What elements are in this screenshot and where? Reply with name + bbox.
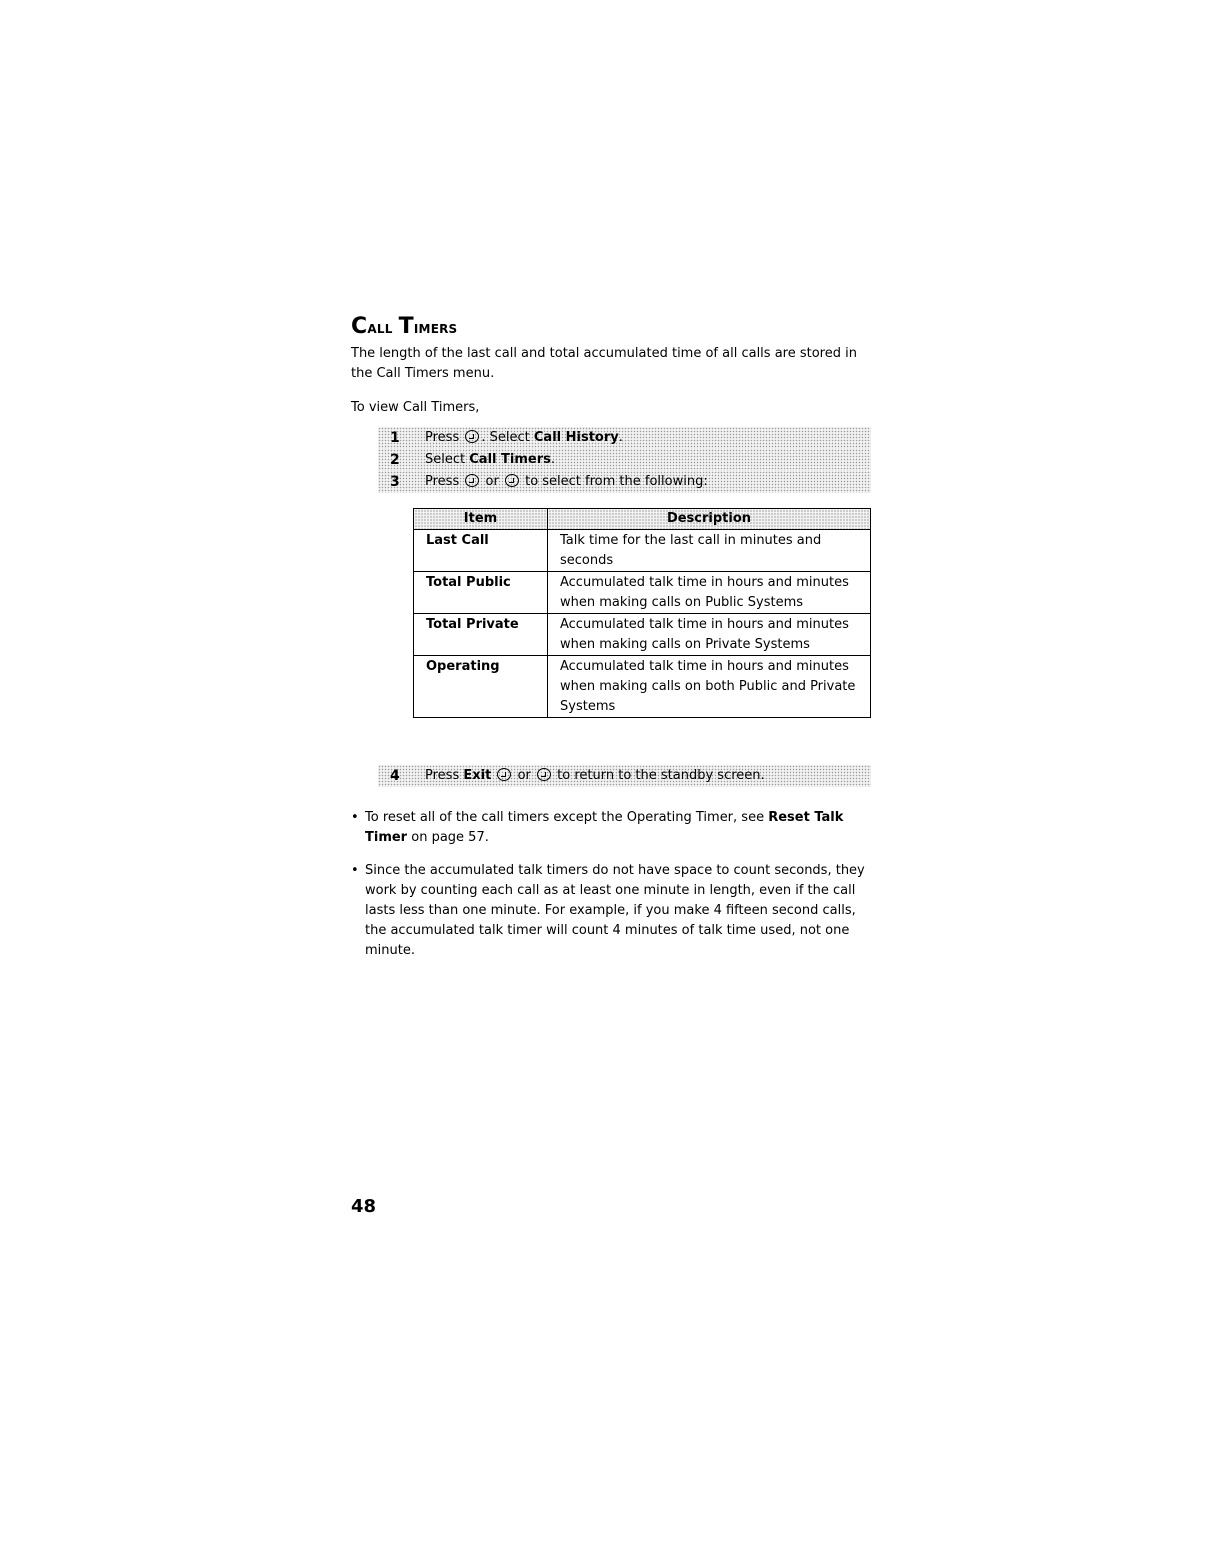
table-row: [414, 656, 871, 718]
call-timers-table: [413, 508, 871, 718]
step-number: 4: [390, 768, 400, 784]
step-text: Press . Select Call History.: [425, 430, 623, 445]
item-cell: Operating: [414, 656, 548, 718]
page-number: 48: [351, 1196, 377, 1217]
table-row: [414, 572, 871, 614]
exit-key-icon: [497, 768, 511, 781]
step-3: [378, 471, 871, 493]
step-text: Select Call Timers.: [425, 452, 555, 467]
description-cell: Accumulated talk time in hours and minutes when making calls on both Public and Private Systems: [548, 656, 871, 718]
table-header-row: [414, 509, 871, 530]
view-prompt: To view Call Timers,: [351, 400, 480, 415]
up-key-icon: [465, 474, 479, 487]
item-cell: Total Private: [414, 614, 548, 656]
step-4: [378, 765, 871, 787]
menu-key-icon: [465, 430, 479, 443]
header-description: Description: [548, 509, 871, 530]
item-cell: Last Call: [414, 530, 548, 572]
page-title: Call Timers: [351, 314, 458, 339]
step-number: 2: [390, 452, 400, 468]
item-cell: Total Public: [414, 572, 548, 614]
table-row: [414, 614, 871, 656]
notes-list: [351, 808, 871, 974]
step-list: [378, 427, 871, 493]
description-cell: Accumulated talk time in hours and minutes when making calls on Private Systems: [548, 614, 871, 656]
list-item: • Since the accumulated talk timers do not have space to count seconds, they work by counting each call as at least one minute in length, even if the call lasts less than one minute. For example, if you make 4 fifteen second calls, the accumulated talk timer will count 4 minutes of talk time used, not one minute.: [351, 861, 871, 961]
step-1: [378, 427, 871, 449]
step-number: 3: [390, 474, 400, 490]
intro-paragraph: The length of the last call and total accumulated time of all calls are stored in the Call Timers menu.: [351, 346, 857, 381]
description-cell: Talk time for the last call in minutes and seconds: [548, 530, 871, 572]
end-key-icon: [537, 768, 551, 781]
table-row: [414, 530, 871, 572]
down-key-icon: [505, 474, 519, 487]
step-number: 1: [390, 430, 400, 446]
step-2: [378, 449, 871, 471]
list-item: • To reset all of the call timers except the Operating Timer, see Reset Talk Timer on page 57.: [351, 808, 871, 848]
description-cell: Accumulated talk time in hours and minutes when making calls on Public Systems: [548, 572, 871, 614]
header-item: Item: [414, 509, 548, 530]
step-text: Press Exit or to return to the standby screen.: [425, 768, 765, 783]
step-text: Press or to select from the following:: [425, 474, 708, 489]
